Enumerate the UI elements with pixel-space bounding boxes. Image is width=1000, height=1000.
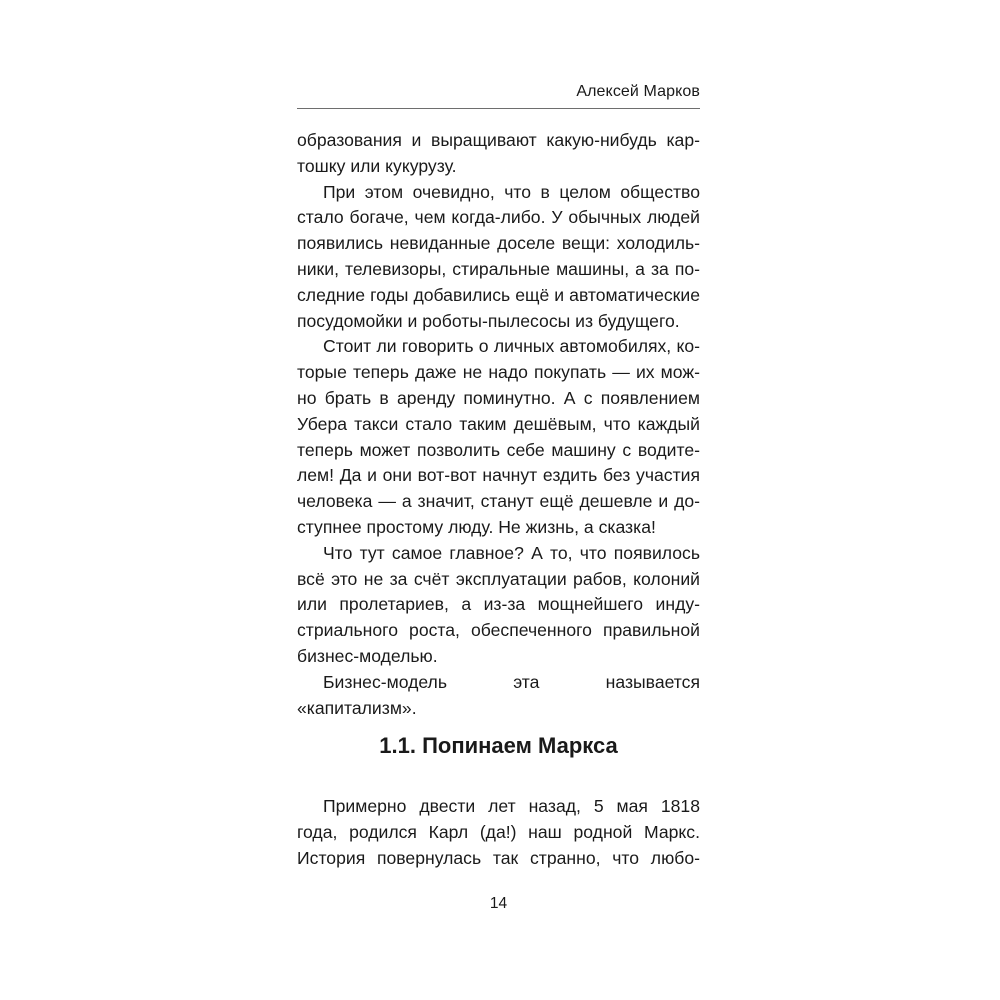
header-rule (297, 108, 700, 109)
paragraph-4: Что тут самое главное? А то, что появилось всё это не за счёт эксплуатации рабов, колоний или пролетариев, а из-за мощнейшего индустриального роста, обеспеченного правильной бизнес-моделью. (297, 542, 700, 666)
paragraph-2: При этом очевидно, что в целом общество стало богаче, чем когда-либо. У обычных людей появились невиданные доселе вещи: холодильники, телевизоры, стиральные машины, а за последние годы добавились ещё и автоматические посудомойки и роботы-пылесосы из будущего. (297, 181, 700, 331)
paragraph-5: Бизнес-модель эта называется «капитализм». (297, 671, 700, 718)
page-number: 14 (489, 895, 508, 912)
book-page (297, 0, 700, 1000)
paragraph-3: Стоит ли говорить о личных автомобилях, которые теперь даже не надо покупать — их можно брать в аренду поминутно. А с появлением Убера такси стало таким дешёвым, что каждый теперь может позволить себе машину с водителем! Да и они вот-вот начнут ездить без участия человека — а значит, станут ещё дешевле и доступнее простому люду. Не жизнь, а сказка! (297, 336, 700, 537)
section-text (297, 793, 700, 871)
paragraph-1: образования и выращивают какую-нибудь картошку или кукурузу. (297, 130, 700, 176)
section-paragraph-1: Примерно двести лет назад, 5 мая 1818 года, родился Карл (да!) наш родной Маркс. История повернулась так странно, что любо- (297, 796, 700, 868)
body-text (297, 128, 700, 721)
section-title: 1.1. Попинаем Маркса (379, 733, 618, 758)
running-head-author: Алексей Марков (576, 83, 700, 100)
